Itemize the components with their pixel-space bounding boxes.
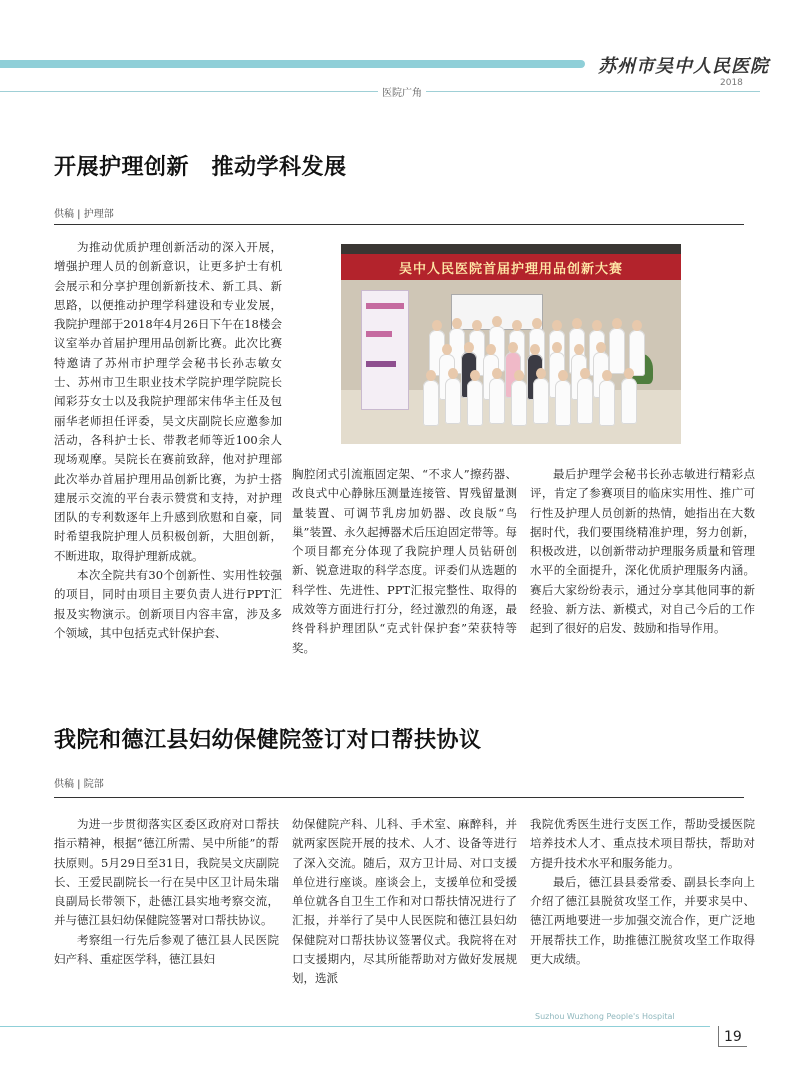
person-figure xyxy=(555,380,571,426)
standee-stripe xyxy=(366,361,396,367)
hospital-name: 苏州市吴中人民医院 xyxy=(598,56,769,77)
rollup-standee xyxy=(361,290,409,410)
person-figure xyxy=(489,378,505,424)
article2-byline: 供稿 | 院部 xyxy=(54,779,104,790)
standee-stripe xyxy=(366,331,392,337)
article2-title: 我院和德江县妇幼保健院签订对口帮扶协议 xyxy=(54,728,482,753)
article2-col2-para: 幼保健院产科、儿科、手术室、麻醉科，并就两家医院开展的技术、人才、设备等进行了深入交流。随后，双方卫计局、对口支援单位进行座谈。座谈会上，支援单位和受援单位就各自卫生工作和对口帮扶情况进行了汇报，并举行了吴中人民医院和德江县妇幼保健院对口帮扶协议签署仪式。我院将在对口支援期内，尽其所能帮助对方做好发展规划，选派 xyxy=(292,817,517,986)
person-figure xyxy=(445,378,461,424)
contest-group-photo xyxy=(341,244,681,444)
article2-col3-para2: 最后，德江县县委常委、副县长李向上介绍了德江县脱贫攻坚工作，并要求吴中、德江两地要进一步加强交流合作，更广泛地开展帮扶工作，助推德江脱贫攻坚工作取得更大成绩。 xyxy=(530,874,755,967)
photo-ceiling xyxy=(341,244,681,254)
article2-col3-para1: 我院优秀医生进行支医工作，帮助受援医院培养技术人才、重点技术项目帮扶，帮助对方提升技术水平和服务能力。 xyxy=(530,817,755,870)
person-figure xyxy=(467,380,483,426)
article1-col1-para2: 本次全院共有30个创新性、实用性较强的项目，同时由项目主要负责人进行PPT汇报及实物演示。创新项目内容丰富，涉及多个领域，其中包括克式针保护套、 xyxy=(54,568,282,640)
article1-title: 开展护理创新 推动学科发展 xyxy=(54,155,347,180)
person-figure xyxy=(621,378,637,424)
standee-stripe xyxy=(366,303,404,309)
article1-column-1 xyxy=(54,238,282,643)
footer-english-name: Suzhou Wuzhong People's Hospital xyxy=(535,1012,675,1021)
article2-col1-para2: 考察组一行先后参观了德江县人民医院妇产科、重症医学科，德江县妇 xyxy=(54,932,279,967)
person-figure xyxy=(511,380,527,426)
footer-divider xyxy=(0,1026,710,1027)
article2-column-2 xyxy=(292,815,517,989)
photo-banner-text: 吴中人民医院首届护理用品创新大赛 xyxy=(398,262,623,277)
header-accent-bar xyxy=(0,60,585,68)
person-figure xyxy=(577,378,593,424)
article2-column-3 xyxy=(530,815,755,969)
article1-col1-para1: 为推动优质护理创新活动的深入开展，增强护理人员的创新意识，让更多护士有机会展示和分享护理创新新技术、新工具、新思路，以便推动护理学科建设和专业发展，我院护理部于2018年4月26日下午在18楼会议室举办首届护理用品创新比赛。此次比赛特邀请了苏州市护理学会秘书长孙志敏女士、苏州市卫生职业技术学院护理学院院长闻彩芬女士以及我院护理部宋伟华主任及包丽华老师担任评委，吴文庆副院长应邀参加活动，各科护士长、带教老师等近100余人现场观摩。吴院长在赛前致辞，他对护理部此次举办首届护理用品创新比赛，为护士搭建展示交流的平台表示赞赏和支持，对护理团队的专利数逐年上升感到欣慰和自豪，同时希望我院护理人员积极创新，大胆创新，不断进取，取得护理新成就。 xyxy=(54,240,282,563)
article1-column-3 xyxy=(530,465,755,639)
issue-year: 2018 xyxy=(720,78,743,88)
article1-col3-para: 最后护理学会秘书长孙志敏进行精彩点评，肯定了参赛项目的临床实用性、推广可行性及护理人员创新的热情，她指出在大数据时代，我们要围绕精准护理，努力创新，积极改进，以创新带动护理服务质量和管理水平的全面提升，深化优质护理服务内涵。赛后大家纷纷表示，通过分享其他同事的新经验、新方法、新模式，对自己今后的工作起到了很好的启发、鼓励和指导作用。 xyxy=(530,467,755,636)
article1-column-2 xyxy=(292,465,517,658)
article1-byline: 供稿 | 护理部 xyxy=(54,209,114,220)
article2-divider xyxy=(54,797,744,798)
article2-column-1 xyxy=(54,815,279,969)
page-number: 19 xyxy=(724,1029,742,1045)
person-figure xyxy=(533,378,549,424)
article2-col1-para1: 为进一步贯彻落实区委区政府对口帮扶指示精神，根据“德江所需、吴中所能”的帮扶原则。5月29日至31日，我院吴文庆副院长、王爱民副院长一行在吴中区卫计局朱瑞良副局长带领下，赴德江县实地考察交流，并与德江县妇幼保健院签署对口帮扶协议。 xyxy=(54,817,279,928)
person-figure xyxy=(609,328,625,374)
person-figure xyxy=(599,380,615,426)
article1-divider xyxy=(54,224,744,225)
person-figure xyxy=(423,380,439,426)
section-label: 医院广角 xyxy=(378,84,426,99)
article1-col2-para: 胸腔闭式引流瓶固定架、“不求人”擦药器、改良式中心静脉压测量连接管、胃残留量测量装置、可调节乳房加奶器、改良版“鸟巢”装置、永久起搏器术后压迫固定带等。每个项目都充分体现了我院护理人员钻研创新、锐意进取的科学态度。评委们从选题的科学性、先进性、PPT汇报完整性、取得的成效等方面进行打分，经过激烈的角逐，最终骨科护理团队“克式针保护套”荣获特等奖。 xyxy=(292,467,517,655)
